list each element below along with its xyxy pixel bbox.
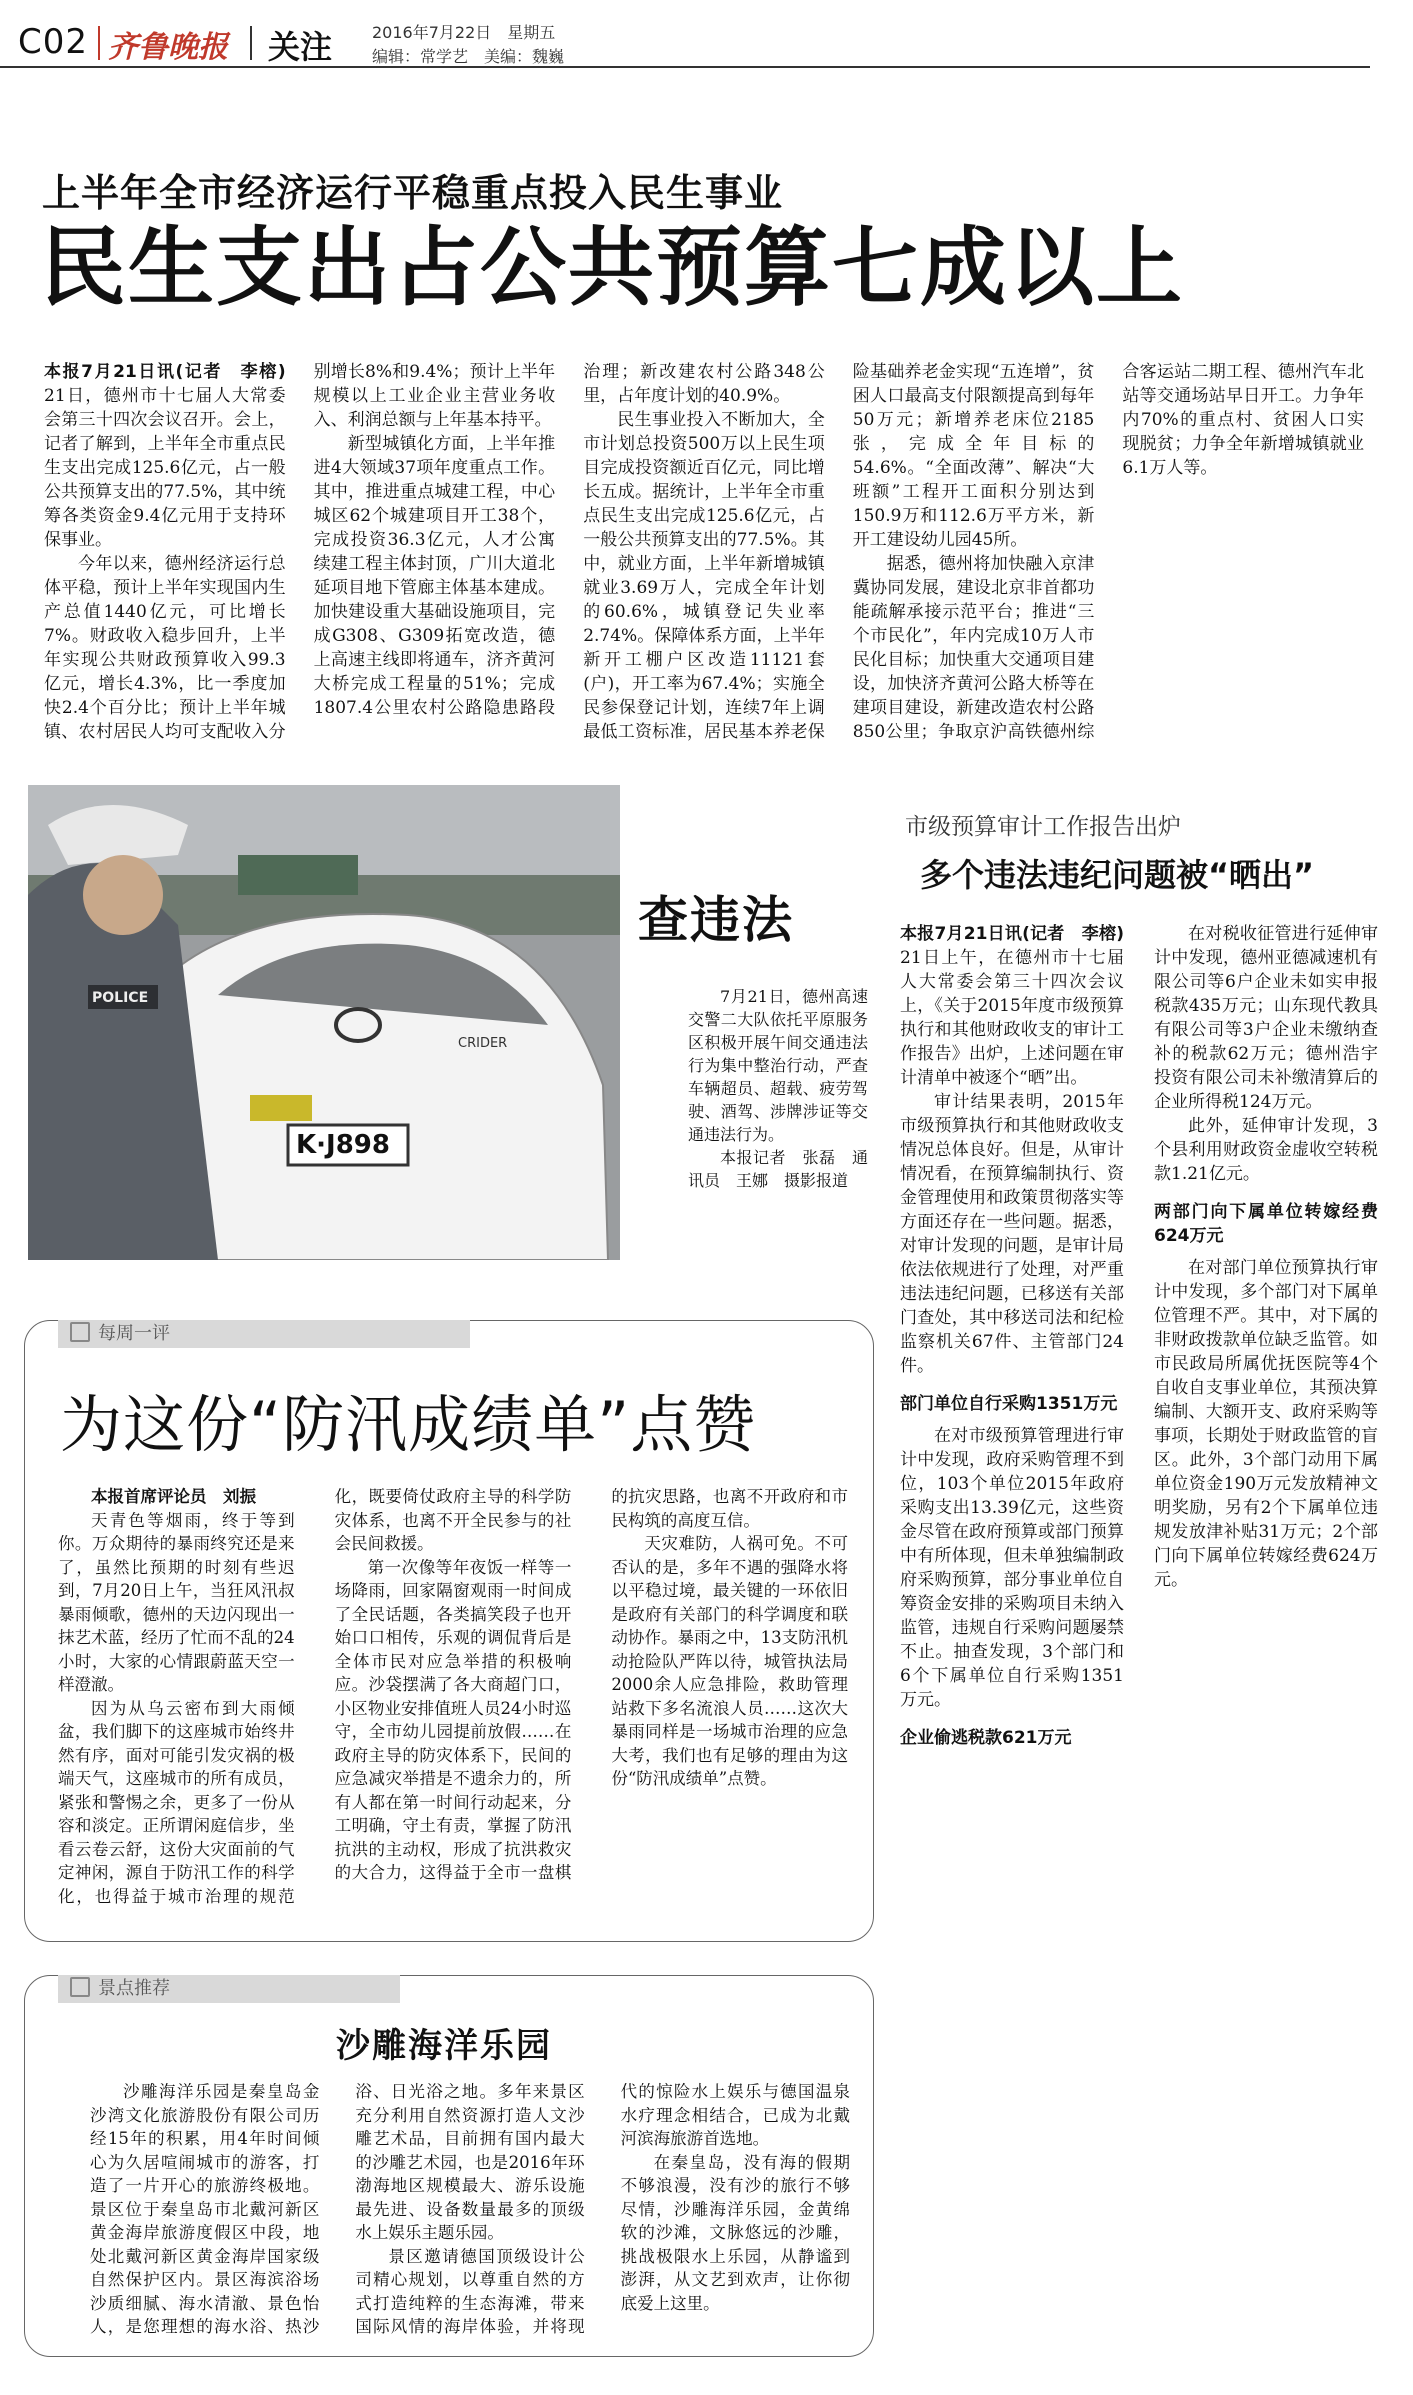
police-badge-text: POLICE — [92, 990, 149, 1006]
photo-story-title: 查违法 — [638, 891, 794, 949]
lead-paragraph: 据悉，德州将加快融入京津冀协同发展，建设北京非首都功能疏解承接示范平台；推进“三个市民化”，年内完成10万人市民化目标；加快重大交通项目建设，加快济齐黄河公路大桥等在建项目建设，新建改造农村公路850公里；争取京沪高铁德州综合客运站二期工程、德州汽车北站等交通场站早日开工。力争年内70%的重点村、贫困人口实现脱贫；力争全年新增城镇就业6.1万人等。 — [852, 362, 1364, 742]
scenic-body — [90, 2080, 850, 2345]
lead-paragraph: 21日，德州市十七届人大常委会第三十四次会议召开。会上，记者了解到，上半年全市重点民生支出完成125.6亿元，占一般公共预算支出的77.5%，其中统筹各类资金9.4亿元用于支持环保事业。 — [44, 386, 286, 550]
commentary-paragraph: 天灾难防，人祸可免。不可否认的是，多年不遇的强降水将以平稳过境，最关键的一环依旧是政府有关部门的科学调度和联动协作。暴雨之中，13支防汛机动抢险队严阵以待，城管执法局2000余人应急排险，救助管理站救下多名流浪人员……这次大暴雨同样是一场城市治理的应急大考，我们也有足够的理由为这份“防汛成绩单”点赞。 — [611, 1534, 848, 1788]
photo-credit: 本报记者 张磊 通讯员 王娜 摄影报道 — [688, 1148, 868, 1190]
scenic-headline: 沙雕海洋乐园 — [336, 2026, 552, 2066]
audit-paragraph: 21日上午，在德州市十七届人大常委会第三十四次会议上，《关于2015年度市级预算执行和其他财政收支的审计工作报告》出炉，上述问题在审计清单中被逐个“晒”出。 — [900, 948, 1124, 1088]
lead-paragraph: 新型城镇化方面，上半年推进4大领域37项年度重点工作。其中，推进重点城建工程，中心城区62个城建项目开工38个，完成投资36.3亿元，人才公寓续建工程主体封顶，广川大道北延项目地下管廊主体基本建成。加快建设重大基础设施项目，完成G308、G309拓宽改造，德上高速主线即将通车，济齐黄河大桥完成工程量的51%；完成1807.4公里农村公路隐患路段治理；新改建农村公路348公里，占年度计划的40.9%。 — [313, 362, 825, 718]
header-rule — [0, 66, 1370, 68]
commentary-paragraph: 因为从乌云密布到大雨倾盆，我们脚下的这座城市始终井然有序，面对可能引发灾祸的极端天气，这座城市的所有成员，紧张和警惕之余，更多了一份从容和淡定。正所谓闲庭信步，坐看云卷云舒，这份大灾面前的气定神闲，源自于防汛工作的科学化，也得益于城市治理的规范化，既要倚仗政府主导的科学防灾体系，也离不开全民参与的社会民间救援。 — [58, 1487, 572, 1906]
lead-kicker: 上半年全市经济运行平稳重点投入民生事业 — [42, 171, 784, 215]
scenic-tag-label: 景点推荐 — [98, 1978, 170, 1999]
news-photo — [28, 785, 620, 1260]
editors-credit: 编辑：常学艺 美编：魏巍 — [372, 47, 565, 66]
scenic-tag — [58, 1975, 400, 2003]
audit-subhead: 部门单位自行采购1351万元 — [900, 1394, 1118, 1414]
page-number: C02 — [18, 22, 89, 62]
masthead-logo: 齐鲁晚报 — [108, 30, 228, 65]
scenic-paragraph: 沙雕海洋乐园是秦皇岛金沙湾文化旅游股份有限公司历经15年的积累，用4年时间倾心为久居喧闹城市的游客，打造了一片开心的旅游终极地。景区位于秦皇岛市北戴河新区黄金海岸旅游度假区中段，地处北戴河新区黄金海岸国家级自然保护区内。景区海滨浴场沙质细腻、海水清澈、景色怡人，是您理想的海水浴、热沙浴、日光浴之地。多年来景区充分利用自然资源打造人文沙雕艺术品，目前拥有国内最大的沙雕艺术园，也是2016年环渤海地区规模最大、游乐设施最先进、设备数量最多的顶级水上娱乐主题乐园。 — [90, 2082, 585, 2336]
commentary-tag-label: 每周一评 — [98, 1323, 170, 1344]
commentary-body — [58, 1485, 848, 1925]
caption-text: 7月21日，德州高速交警二大队依托平原服务区积极开展午间交通违法行为集中整治行动，严查车辆超员、超载、疲劳驾驶、酒驾、涉牌涉证等交通违法行为。 — [688, 987, 868, 1144]
audit-article-body — [900, 922, 1378, 1752]
car-model-badge: CRIDER — [458, 1036, 508, 1051]
section-icon — [70, 1322, 90, 1342]
lead-paragraph: 今年以来，德州经济运行总体平稳，预计上半年实现国内生产总值1440亿元，可比增长7%。财政收入稳步回升，上半年实现公共财政预算收入99.3亿元，增长4.3%，比一季度加快2.4个百分比；预计上半年城镇、农村居民人均可支配收入分别增长8%和9.4%；预计上半年规模以上工业企业主营业务收入、利润总额与上年基本持平。 — [44, 362, 556, 742]
audit-paragraph: 在对税收征管进行延伸审计中发现，德州亚德减速机有限公司等6户企业未如实申报税款435万元；山东现代教具有限公司等3户企业未缴纳查补的税款62万元；德州浩宇投资有限公司未补缴清算后的企业所得税124万元。 — [1154, 924, 1378, 1112]
scenic-paragraph: 在秦皇岛，没有海的假期不够浪漫，没有沙的旅行不够尽情，沙雕海洋乐园，金黄绵软的沙滩，文脉悠远的沙雕，挑战极限水上乐园，从静谧到澎湃，从文艺到欢声，让你彻底爱上这里。 — [620, 2152, 850, 2313]
commentary-paragraph: 天青色等烟雨，终于等到你。万众期待的暴雨终究还是来了，虽然比预期的时刻有些迟到，7月20日上午，当狂风汛叔暴雨倾歌，德州的天边闪现出一抹艺术蓝，经历了忙而不乱的24小时，大家的心情跟蔚蓝天空一样澄澈。 — [58, 1510, 295, 1694]
lead-byline: 本报7月21日讯(记者 李榕) — [44, 362, 286, 382]
audit-byline: 本报7月21日讯(记者 李榕) — [900, 924, 1124, 944]
police-checking-car-image — [28, 785, 620, 1260]
commentary-byline: 本报首席评论员 刘振 — [91, 1487, 256, 1506]
license-plate: K·J898 — [296, 1130, 390, 1160]
section-icon — [70, 1977, 90, 1997]
scenic-paragraph: 景区邀请德国顶级设计公司精心规划，以尊重自然的方式打造纯粹的生态海滩，带来国际风情的海岸体验，并将现代的惊险水上娱乐与德国温泉水疗理念相结合，已成为北戴河滨海旅游首选地。 — [355, 2082, 850, 2336]
audit-subhead: 两部门向下属单位转嫁经费624万元 — [1154, 1202, 1378, 1246]
issue-date: 2016年7月22日 星期五 — [372, 23, 556, 42]
commentary-paragraph: 第一次像等年夜饭一样等一场降雨，回家隔窗观雨一时间成了全民话题，各类搞笑段子也开始口口相传，乐观的调侃背后是全体市民对应急举措的积极响应。沙袋摆满了各大商超门口，小区物业安排值班人员24小时巡守，全市幼儿园提前放假……在政府主导的防灾体系下，民间的应急减灾举措是不遗余力的，所有人都在第一时间行动起来，分工明确，守土有责，掌握了防汛抗洪的主动权，形成了抗洪救灾的大合力，这得益于全市一盘棋的抗灾思路，也离不开政府和市民构筑的高度互信。 — [334, 1487, 848, 1882]
audit-paragraph: 在对部门单位预算执行审计中发现，多个部门对下属单位管理不严。其中，对下属的非财政拨款单位缺乏监管。如市民政局所属优抚医院等4个自收自支事业单位，其预决算编制、大额开支、政府采购等事项，长期处于财政监管的盲区。此外，3个部门动用下属单位资金190万元发放精神文明奖励，另有2个下属单位违规发放津补贴31万元；2个部门向下属单位转嫁经费624万元。 — [1154, 1258, 1378, 1590]
masthead-divider-2 — [250, 26, 252, 60]
lead-article-body — [44, 360, 1364, 760]
lead-headline: 民生支出占公共预算七成以上 — [40, 218, 1184, 318]
commentary-headline: 为这份“防汛成绩单”点赞 — [60, 1388, 757, 1461]
photo-caption — [688, 985, 868, 1192]
audit-paragraph: 此外，延伸审计发现，3个县利用财政资金虚收空转税款1.21亿元。 — [1154, 1116, 1378, 1184]
audit-subhead: 企业偷逃税款621万元 — [900, 1728, 1072, 1748]
lead-paragraph: 民生事业投入不断加大，全市计划总投资500万以上民生项目完成投资额近百亿元，同比增长五成。据统计，上半年全市重点民生支出完成125.6亿元，占一般公共预算支出的77.5%。其中，就业方面，上半年新增城镇就业3.69万人，完成全年计划的60.6%，城镇登记失业率2.74%。保障体系方面，上半年新开工棚户区改造11121套(户)，开工率为67.4%；实施全民参保登记计划，连续7年上调最低工资标准，居民基本养老保险基础养老金实现“五连增”，贫困人口最高支付限额提高到每年50万元；新增养老床位2185张，完成全年目标的54.6%。“全面改薄”、解决“大班额”工程开工面积分别达到150.9万和112.6万平方米，新开工建设幼儿园45所。 — [583, 362, 1095, 742]
section-name: 关注 — [268, 28, 333, 66]
audit-paragraph: 审计结果表明，2015年市级预算执行和其他财政收支情况总体良好。但是，从审计情况看，在预算编制执行、资金管理使用和政策贯彻落实等方面还存在一些问题。据悉，对审计发现的问题，是审计局依法依规进行了处理，对严重违法违纪问题，已移送有关部门查处，其中移送司法和纪检监察机关67件、主管部门24件。 — [900, 1092, 1124, 1376]
audit-headline: 多个违法违纪问题被“晒出” — [920, 856, 1315, 894]
commentary-tag — [58, 1320, 470, 1348]
masthead-divider — [98, 26, 100, 60]
audit-paragraph: 在对市级预算管理进行审计中发现，政府采购管理不到位，103个单位2015年政府采购支出13.39亿元，这些资金尽管在政府预算或部门预算中有所体现，但未单独编制政府采购预算，部分事业单位自筹资金安排的采购项目未纳入监管，违规自行采购问题屡禁不止。抽查发现，3个部门和6个下属单位自行采购1351万元。 — [900, 1426, 1124, 1710]
audit-kicker: 市级预算审计工作报告出炉 — [905, 814, 1181, 840]
